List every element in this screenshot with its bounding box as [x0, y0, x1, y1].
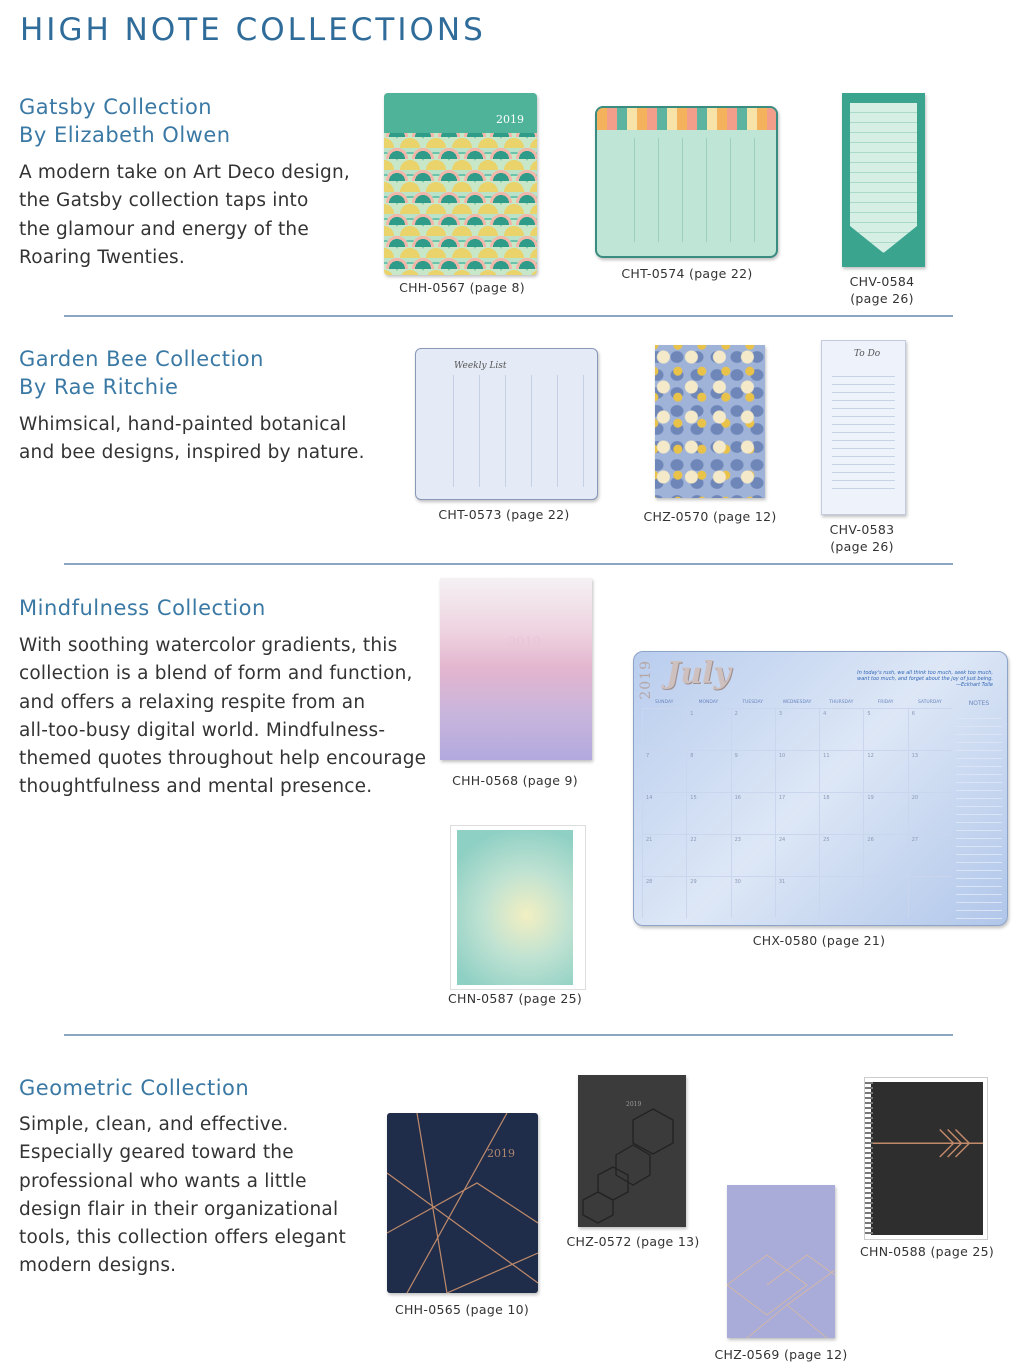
collection-name: Geometric Collection: [19, 1076, 250, 1100]
body-line: professional who wants a little: [19, 1170, 307, 1192]
body-line: the Gatsby collection taps into: [19, 190, 309, 212]
calendar-day: 6: [908, 708, 952, 750]
product-image-chn-0587: [450, 825, 586, 990]
caption-line: CHV-0584: [849, 274, 915, 289]
calendar-day: [819, 876, 863, 918]
calendar-day: 10: [775, 750, 819, 792]
product-caption: [792, 273, 972, 307]
product-image-cht-0573: [415, 348, 598, 500]
product-image-chn-0588: [864, 1077, 988, 1240]
collection-name: Mindfulness Collection: [19, 596, 266, 620]
section-heading-garden-bee: [19, 345, 264, 401]
calendar-day: [908, 876, 952, 918]
calendar-weekday: SUNDAY: [654, 700, 674, 705]
body-line: thoughtfulness and mental presence.: [19, 776, 373, 798]
calendar-day: 14: [642, 792, 686, 834]
product-image-chx-0580: [633, 651, 1008, 926]
section-body-mindfulness: [19, 632, 426, 802]
cover-year: 2019: [626, 1101, 642, 1108]
calendar-weekday: FRIDAY: [877, 700, 894, 705]
body-line: and offers a relaxing respite from an: [19, 691, 366, 713]
section-heading-geometric: [19, 1074, 249, 1102]
calendar-day: 12: [863, 750, 907, 792]
body-line: tools, this collection offers elegant: [19, 1227, 346, 1249]
product-caption: CHZ-0572 (page 13): [566, 1234, 700, 1249]
calendar-day: 18: [819, 792, 863, 834]
product-caption: CHN-0588 (page 25): [859, 1244, 995, 1259]
cover-label: Weekly List: [454, 361, 507, 371]
product-image-chh-0568: [440, 578, 592, 760]
body-line: With soothing watercolor gradients, this: [19, 635, 398, 656]
product-image-chv-0584: [842, 93, 925, 267]
body-line: Especially geared toward the: [19, 1142, 294, 1164]
calendar-day: [642, 708, 686, 750]
calendar-month: July: [666, 656, 731, 691]
calendar-grid: [642, 700, 952, 918]
cover-year: 2019: [496, 113, 524, 126]
calendar-day: 31: [775, 876, 819, 918]
body-line: design flair in their organizational: [19, 1198, 339, 1220]
product-image-chv-0583: [821, 340, 906, 515]
calendar-day: 2: [731, 708, 775, 750]
calendar-day: 4: [819, 708, 863, 750]
calendar-weekday: THURSDAY: [829, 700, 854, 705]
section-body-gatsby: [19, 159, 350, 272]
body-line: modern designs.: [19, 1255, 177, 1277]
calendar-day: 23: [731, 834, 775, 876]
calendar-day: 16: [731, 792, 775, 834]
section-body-garden-bee: [19, 411, 365, 468]
calendar-day: 7: [642, 750, 686, 792]
calendar-day: 22: [686, 834, 730, 876]
calendar-day: 15: [686, 792, 730, 834]
calendar-day: 19: [863, 792, 907, 834]
body-line: themed quotes throughout help encourage: [19, 748, 427, 770]
notes-label: NOTES: [968, 700, 990, 707]
product-caption: CHH-0565 (page 10): [394, 1302, 530, 1317]
caption-line: (page 26): [830, 539, 894, 554]
cover-year: 2019: [508, 635, 542, 650]
calendar-day: 28: [642, 876, 686, 918]
collection-author: By Rae Ritchie: [19, 375, 179, 399]
calendar-day: 29: [686, 876, 730, 918]
body-line: Whimsical, hand-painted botanical: [19, 414, 347, 435]
collection-author: By Elizabeth Olwen: [19, 123, 231, 147]
product-caption: CHX-0580 (page 21): [752, 933, 886, 948]
section-divider: [64, 315, 953, 317]
product-image-chh-0567: [384, 93, 537, 275]
product-image-chz-0569: [727, 1185, 835, 1338]
page-title: HIGH NOTE COLLECTIONS: [20, 12, 486, 48]
product-image-chz-0570: [655, 345, 765, 498]
calendar-weekday: TUESDAY: [742, 700, 763, 705]
calendar-day: 26: [863, 834, 907, 876]
product-caption: [772, 521, 952, 555]
collection-name: Gatsby Collection: [19, 95, 213, 119]
calendar-day: 30: [731, 876, 775, 918]
calendar-day: 20: [908, 792, 952, 834]
cover-label: To Do: [854, 349, 881, 359]
product-caption: CHH-0567 (page 8): [399, 280, 525, 295]
cover-year: 2019: [487, 1147, 515, 1160]
product-caption: CHZ-0570 (page 12): [643, 509, 777, 524]
calendar-day: 24: [775, 834, 819, 876]
calendar-day: 1: [686, 708, 730, 750]
body-line: and bee designs, inspired by nature.: [19, 442, 365, 464]
calendar-day: 13: [908, 750, 952, 792]
product-image-chz-0572: [578, 1075, 686, 1227]
calendar-notes: [956, 700, 1002, 921]
calendar-weekday: WEDNESDAY: [782, 700, 812, 705]
calendar-day: 8: [686, 750, 730, 792]
body-line: the glamour and energy of the: [19, 218, 309, 240]
product-caption: CHT-0574 (page 22): [621, 266, 753, 281]
calendar-year: 2019: [638, 660, 654, 700]
section-divider: [64, 563, 953, 565]
section-body-geometric: [19, 1111, 346, 1281]
calendar-day: 27: [908, 834, 952, 876]
calendar-day: 17: [775, 792, 819, 834]
section-heading-gatsby: [19, 93, 231, 149]
product-caption: CHT-0573 (page 22): [438, 507, 570, 522]
caption-line: CHV-0583: [829, 522, 895, 537]
calendar-weekday: SATURDAY: [917, 700, 942, 705]
calendar-day: 25: [819, 834, 863, 876]
calendar-day: 3: [775, 708, 819, 750]
body-line: Simple, clean, and effective.: [19, 1114, 289, 1135]
body-line: all-too-busy digital world. Mindfulness-: [19, 719, 386, 741]
calendar-quote: In today's rush, we all think too much, seek too much, want too much, and forget about the joy of just being. —Eckhart Tolle: [857, 670, 993, 688]
body-line: A modern take on Art Deco design,: [19, 162, 350, 183]
product-image-cht-0574: [595, 106, 778, 258]
product-caption: CHZ-0569 (page 12): [714, 1347, 848, 1362]
calendar-weekday: MONDAY: [698, 700, 719, 705]
calendar-day: 21: [642, 834, 686, 876]
calendar-day: 9: [731, 750, 775, 792]
collection-name: Garden Bee Collection: [19, 347, 264, 371]
body-line: Roaring Twenties.: [19, 246, 185, 268]
body-line: collection is a blend of form and function,: [19, 663, 413, 685]
calendar-day: 11: [819, 750, 863, 792]
product-image-chh-0565: [387, 1113, 538, 1293]
calendar-day: 5: [863, 708, 907, 750]
product-caption: CHN-0587 (page 25): [447, 991, 583, 1006]
calendar-day: [863, 876, 907, 918]
caption-line: (page 26): [850, 291, 914, 306]
product-caption: CHH-0568 (page 9): [452, 773, 578, 788]
section-divider: [64, 1034, 953, 1036]
section-heading-mindfulness: [19, 594, 266, 622]
